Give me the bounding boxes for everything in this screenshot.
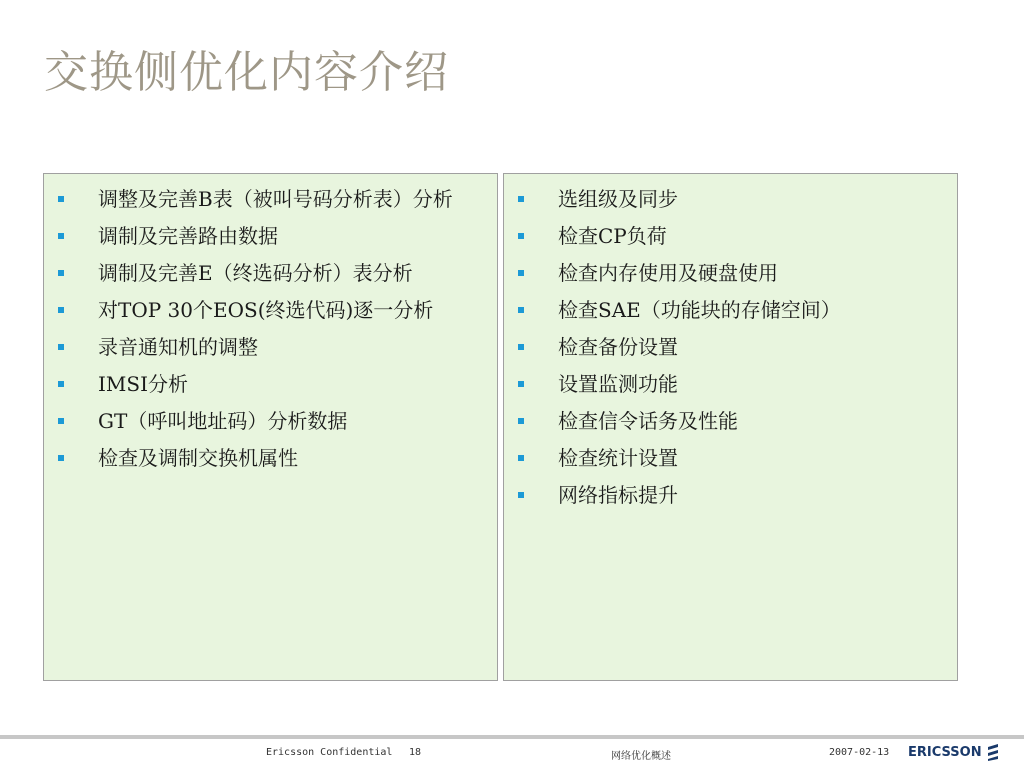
list-item xyxy=(504,443,943,473)
list-item xyxy=(504,184,943,214)
square-bullet-icon xyxy=(58,270,64,276)
square-bullet-icon xyxy=(518,418,524,424)
list-item xyxy=(44,369,483,399)
list-item-text: 检查统计设置 xyxy=(558,446,678,470)
square-bullet-icon xyxy=(518,492,524,498)
list-item xyxy=(44,443,483,473)
square-bullet-icon xyxy=(518,233,524,239)
list-item-text: IMSI分析 xyxy=(98,372,188,396)
list-item-text: 检查CP负荷 xyxy=(558,224,667,248)
slide-title: 交换侧优化内容介绍 xyxy=(44,47,449,98)
footer-section: 网络优化概述 xyxy=(611,751,671,762)
square-bullet-icon xyxy=(518,307,524,313)
square-bullet-icon xyxy=(58,344,64,350)
list-item-text: 录音通知机的调整 xyxy=(98,335,258,359)
list-item xyxy=(44,332,483,362)
square-bullet-icon xyxy=(58,233,64,239)
ericsson-mark-icon xyxy=(987,743,999,761)
square-bullet-icon xyxy=(58,418,64,424)
square-bullet-icon xyxy=(58,455,64,461)
list-item xyxy=(504,295,943,325)
left-bullet-list xyxy=(44,174,497,473)
list-item-text: 选组级及同步 xyxy=(558,187,678,211)
list-item xyxy=(504,332,943,362)
footer-date: 2007-02-13 xyxy=(829,747,890,758)
list-item-text: 检查内存使用及硬盘使用 xyxy=(558,261,778,285)
list-item xyxy=(44,258,483,288)
list-item xyxy=(504,258,943,288)
list-item xyxy=(44,295,483,325)
ericsson-logo-icon xyxy=(908,742,999,762)
list-item-text: 网络指标提升 xyxy=(558,483,678,507)
left-content-box xyxy=(43,173,498,681)
footer-page-number: 18 xyxy=(409,747,422,758)
list-item-text: 检查及调制交换机属性 xyxy=(98,446,298,470)
square-bullet-icon xyxy=(58,196,64,202)
square-bullet-icon xyxy=(518,381,524,387)
list-item-text: 检查信令话务及性能 xyxy=(558,409,738,433)
list-item-text: 检查备份设置 xyxy=(558,335,678,359)
list-item-text: 检查SAE（功能块的存储空间） xyxy=(558,298,841,322)
right-content-box xyxy=(503,173,958,681)
square-bullet-icon xyxy=(518,196,524,202)
square-bullet-icon xyxy=(58,381,64,387)
square-bullet-icon xyxy=(518,344,524,350)
list-item-text: GT（呼叫地址码）分析数据 xyxy=(98,409,348,433)
list-item xyxy=(44,184,483,214)
list-item-text: 调制及完善路由数据 xyxy=(98,224,278,248)
list-item xyxy=(504,221,943,251)
list-item xyxy=(44,221,483,251)
square-bullet-icon xyxy=(58,307,64,313)
list-item xyxy=(504,480,943,510)
square-bullet-icon xyxy=(518,270,524,276)
list-item-text: 调整及完善B表（被叫号码分析表）分析 xyxy=(98,187,453,211)
list-item-text: 对TOP 30个EOS(终选代码)逐一分析 xyxy=(98,298,434,322)
list-item-text: 调制及完善E（终选码分析）表分析 xyxy=(98,261,413,285)
logo-text: ERICSSON xyxy=(908,744,982,760)
footer-confidential: Ericsson Confidential xyxy=(266,747,393,758)
list-item-text: 设置监测功能 xyxy=(558,372,678,396)
right-bullet-list xyxy=(504,174,957,510)
list-item xyxy=(504,369,943,399)
list-item xyxy=(504,406,943,436)
footer-divider xyxy=(0,735,1024,739)
list-item xyxy=(44,406,483,436)
square-bullet-icon xyxy=(518,455,524,461)
